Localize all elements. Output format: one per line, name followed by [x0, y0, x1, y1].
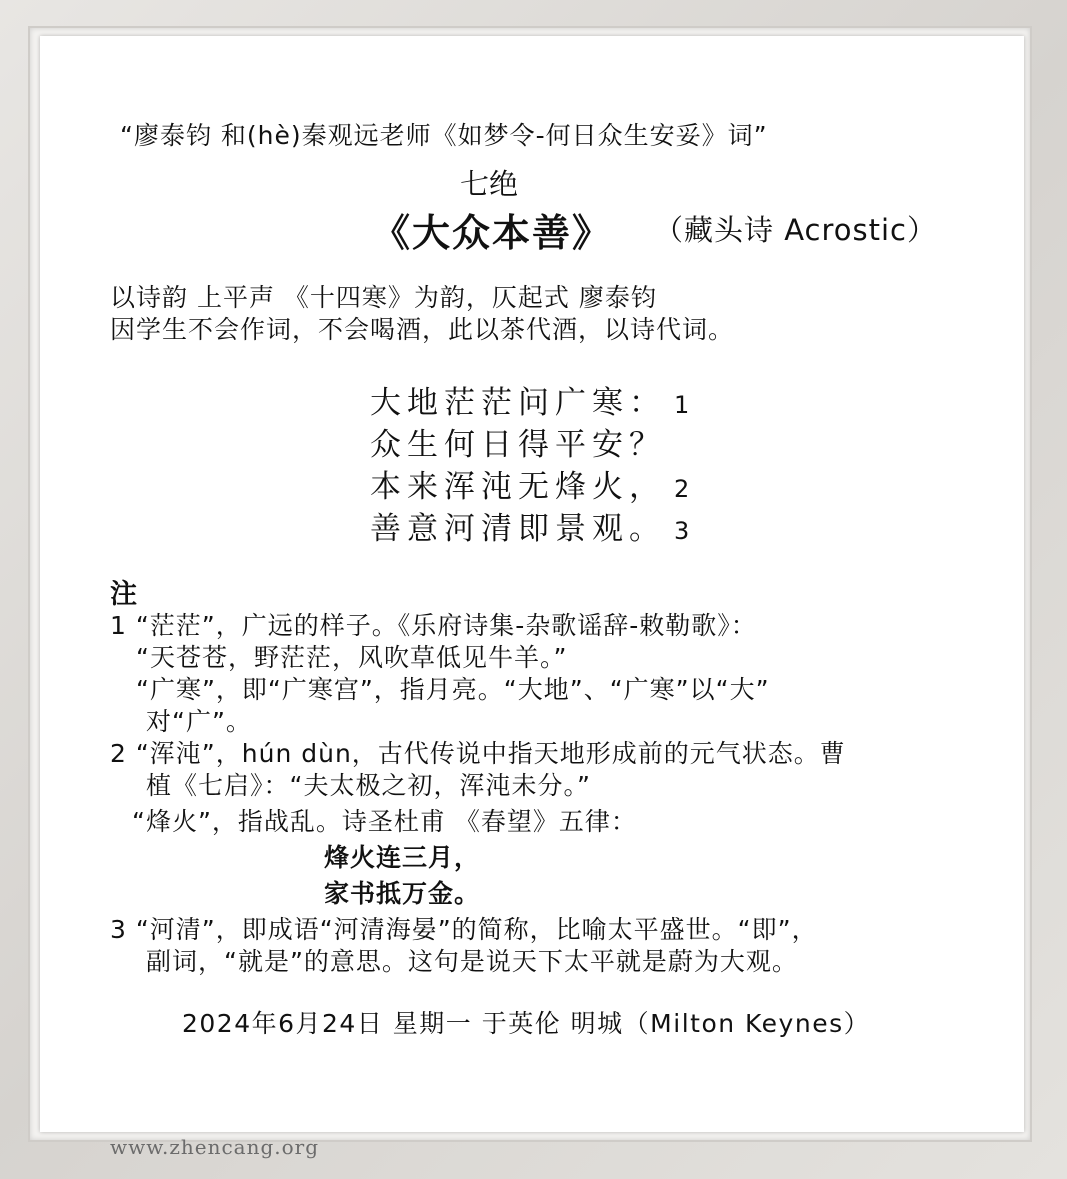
poem-line-text: 大地茫茫问广寒： [370, 385, 666, 421]
intro-line-2: 因学生不会作词，不会喝酒，此以茶代酒，以诗代词。 [110, 315, 735, 344]
poem-line-text: 善意河清即景观。 [370, 511, 666, 547]
intro-line-1: 以诗韵 上平声 《十四寒》为韵，仄起式 廖泰钧 [110, 283, 657, 312]
watermark: www.zhencang.org [110, 1135, 320, 1159]
note-line: “广寒”，即“广寒宫”，指月亮。“大地”、“广寒”以“大” [136, 675, 770, 704]
poem-line [370, 503, 689, 548]
date-line: 2024年6月24日 星期一 于英伦 明城（Milton Keynes） [182, 1009, 871, 1038]
poem-title-note: （藏头诗 Acrostic） [654, 213, 938, 247]
quoted-verse-line: 家书抵万金。 [324, 879, 481, 908]
note-line: 1 “茫茫”，广远的样子。《乐府诗集-杂歌谣辞-敕勒歌》： [110, 611, 757, 640]
poem-form: 七绝 [460, 167, 519, 201]
quoted-verse-line: 烽火连三月， [324, 843, 481, 872]
note-line: 植《七启》：“夫太极之初，浑沌未分。” [146, 771, 591, 800]
poem-line-text: 众生何日得平安？ [370, 427, 666, 463]
poem-line-note-number: 3 [674, 517, 690, 545]
note-line: “烽火”，指战乱。诗圣杜甫 《春望》五律： [132, 807, 637, 836]
header-title-line: “廖泰钧 和(hè)秦观远老师《如梦令-何日众生安妥》词” [120, 121, 768, 150]
poem-title: 《大众本善》 [372, 211, 613, 255]
poem-line [370, 377, 689, 422]
poem-line-note-number: 1 [674, 391, 690, 419]
notes-heading: 注 [110, 579, 137, 610]
note-line: “天苍苍，野茫茫，风吹草低见牛羊。” [136, 643, 568, 672]
note-line: 副词，“就是”的意思。这句是说天下太平就是蔚为大观。 [146, 947, 798, 976]
poem-line [370, 419, 674, 464]
note-line: 对“广”。 [146, 707, 252, 736]
poem-line-note-number: 2 [674, 475, 690, 503]
poem-line [370, 461, 689, 506]
poem-line-text: 本来浑沌无烽火， [370, 469, 666, 505]
note-line: 2 “浑沌”，hún dùn，古代传说中指天地形成前的元气状态。曹 [110, 739, 846, 768]
note-line: 3 “河清”，即成语“河清海晏”的简称，比喻太平盛世。“即”， [110, 915, 818, 944]
